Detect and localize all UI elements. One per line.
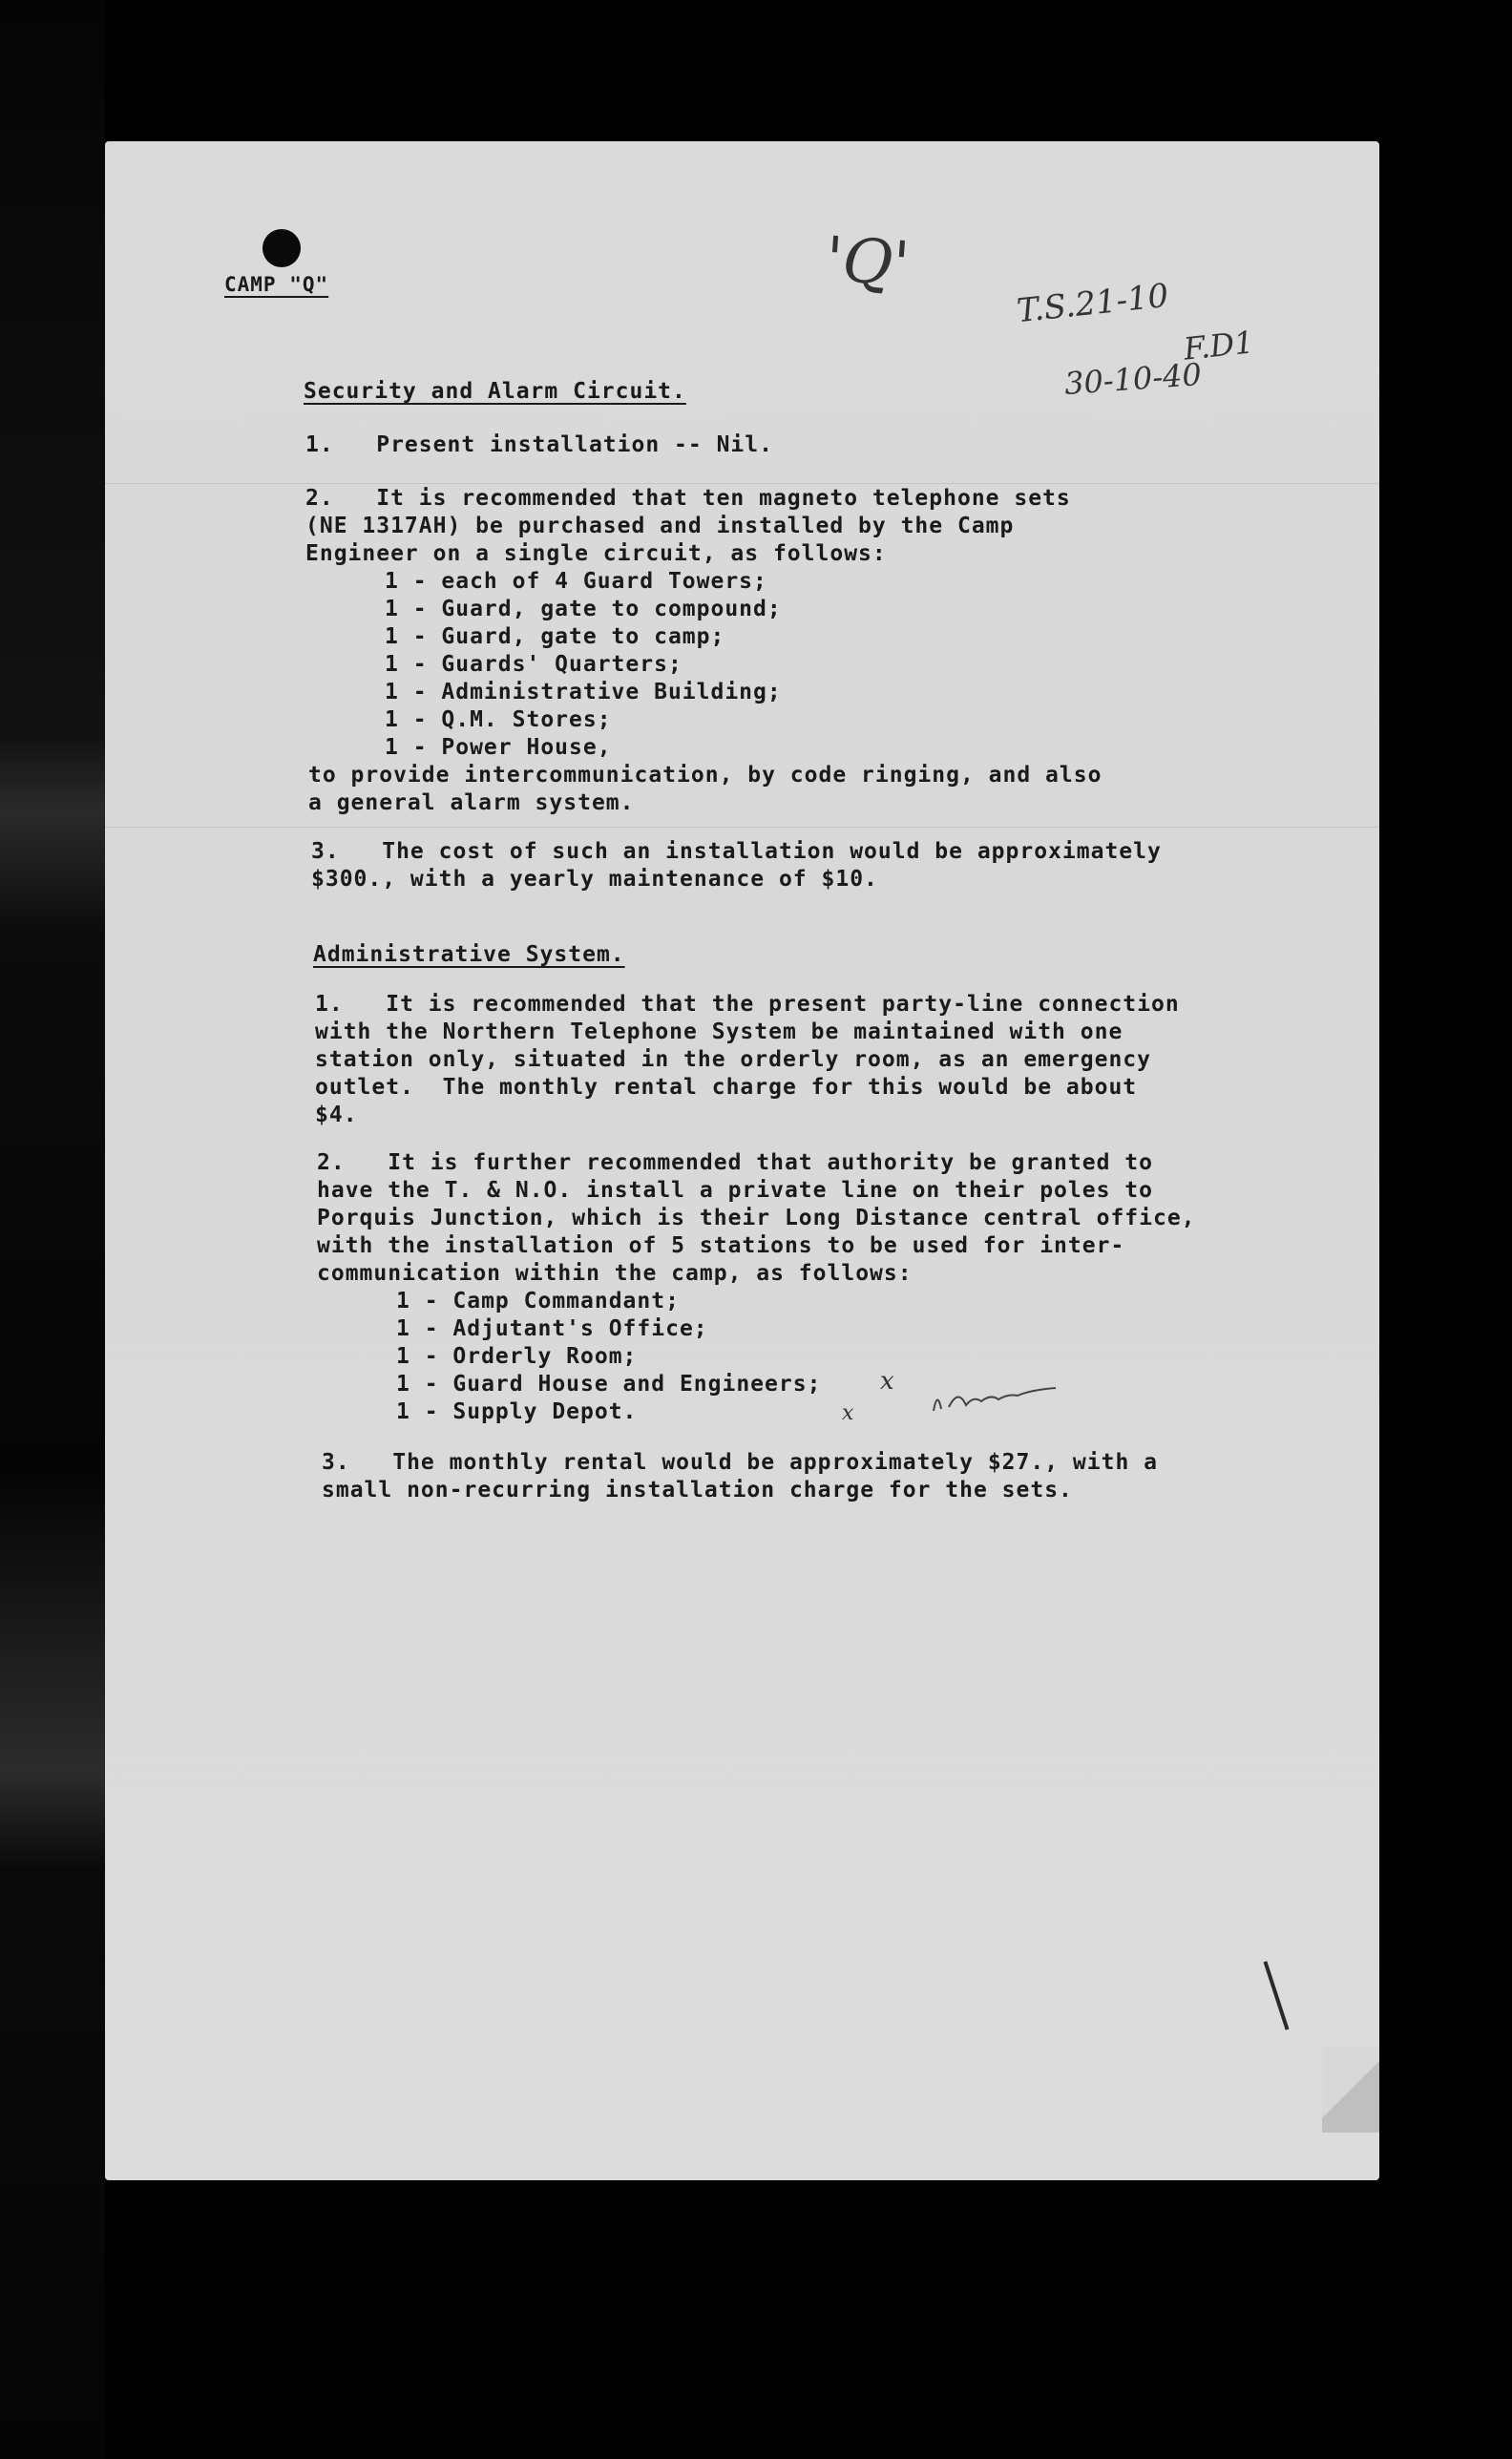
list-item: 1 - Q.M. Stores; (385, 707, 612, 732)
admin-p2 (317, 1149, 1196, 1288)
list-item: 1 - Guard House and Engineers; (396, 1372, 822, 1397)
security-p2 (305, 485, 1071, 568)
handwritten-date: 30-10-40 (1062, 356, 1203, 402)
text-line: with the Northern Telephone System be maintained with one (315, 1019, 1124, 1044)
paper-crease (105, 483, 1379, 484)
text-line: 2. It is further recommended that authority be granted to (317, 1150, 1153, 1175)
security-p3 (311, 838, 1162, 893)
camp-label: CAMP "Q" (224, 273, 329, 296)
security-p2-tail (308, 762, 1102, 817)
paper-crease (105, 827, 1379, 828)
handwritten-ref-2: F.D1 (1182, 324, 1256, 368)
list-item: 1 - Administrative Building; (385, 680, 782, 704)
text-line: 3. The cost of such an installation would be approximately (311, 839, 1162, 864)
list-item: 1 - Supply Depot. (396, 1399, 638, 1424)
text-line: to provide intercommunication, by code ringing, and also (308, 763, 1102, 788)
text-line: communication within the camp, as follows: (317, 1261, 913, 1286)
list-item: 1 - Orderly Room; (396, 1344, 638, 1369)
text-line: a general alarm system. (308, 790, 635, 815)
text-line: station only, situated in the orderly room, as an emergency (315, 1047, 1151, 1072)
list-item: 1 - Guard, gate to camp; (385, 624, 725, 649)
admin-p1 (315, 991, 1180, 1129)
security-list (385, 568, 782, 762)
text-line: outlet. The monthly rental charge for this would be about (315, 1075, 1138, 1100)
text-line: $4. (315, 1103, 358, 1127)
text-line: 2. It is recommended that ten magneto telephone sets (305, 486, 1071, 511)
handwritten-x-mark: x (842, 1401, 854, 1425)
list-item: 1 - Power House, (385, 735, 612, 760)
admin-p3 (322, 1449, 1158, 1504)
handwritten-x-mark: x (880, 1367, 894, 1396)
list-item: 1 - Adjutant's Office; (396, 1316, 708, 1341)
list-item: 1 - Guards' Quarters; (385, 652, 682, 677)
handwritten-ref-1: T.S.21-10 (1015, 276, 1171, 331)
punch-hole (262, 229, 301, 267)
section-heading-admin: Administrative System. (313, 942, 625, 967)
text-line: $300., with a yearly maintenance of $10. (311, 867, 878, 892)
folded-corner (1322, 2047, 1379, 2133)
text-line: 3. The monthly rental would be approximately $27., with a (322, 1450, 1158, 1475)
pen-stroke (1264, 1961, 1290, 2030)
text-line: small non-recurring installation charge for the sets. (322, 1478, 1073, 1503)
list-item: 1 - Camp Commandant; (396, 1289, 680, 1314)
list-item: 1 - each of 4 Guard Towers; (385, 569, 767, 594)
admin-list (396, 1288, 821, 1426)
text-line: 1. It is recommended that the present party-line connection (315, 992, 1180, 1017)
handwritten-scrawl (926, 1382, 1117, 1420)
text-line: Engineer on a single circuit, as follows: (305, 541, 887, 566)
list-item: 1 - Guard, gate to compound; (385, 597, 782, 621)
document-page (105, 141, 1379, 2180)
section-heading-security: Security and Alarm Circuit. (304, 379, 686, 404)
handwritten-q: 'Q' (823, 224, 913, 301)
text-line: have the T. & N.O. install a private line on their poles to (317, 1178, 1153, 1203)
text-line: Porquis Junction, which is their Long Distance central office, (317, 1206, 1196, 1230)
text-line: with the installation of 5 stations to be used for inter- (317, 1233, 1125, 1258)
film-edge (0, 0, 105, 2459)
security-p1: 1. Present installation -- Nil. (305, 432, 773, 457)
text-line: (NE 1317AH) be purchased and installed by the Camp (305, 514, 1015, 538)
